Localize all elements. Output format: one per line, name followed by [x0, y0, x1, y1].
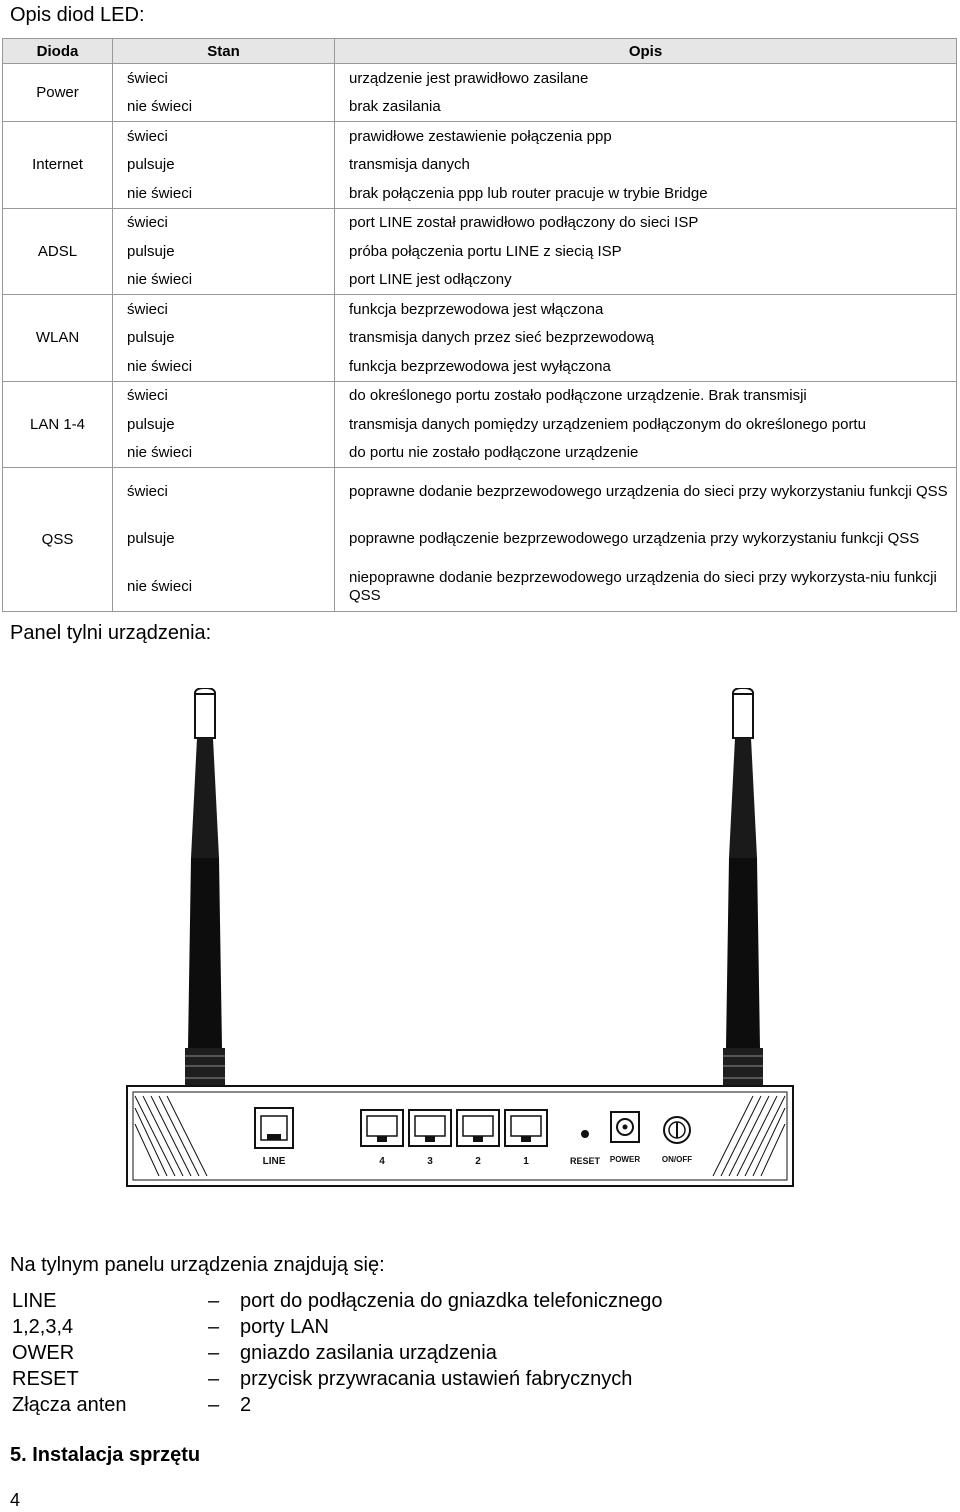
desc-cell: prawidłowe zestawienie połączenia ppp — [335, 122, 957, 151]
desc-cell: funkcja bezprzewodowa jest wyłączona — [335, 352, 957, 381]
state-cell: pulsuje — [113, 410, 335, 439]
desc-cell: niepoprawne dodanie bezprzewodowego urządzenia do sieci przy wykorzysta-niu funkcji QSS — [335, 563, 957, 611]
item-key: RESET — [12, 1368, 79, 1390]
table-row — [3, 352, 957, 381]
desc-cell: port LINE jest odłączony — [335, 266, 957, 295]
state-cell: świeci — [113, 122, 335, 151]
power-switch — [664, 1117, 690, 1143]
table-row — [3, 324, 957, 353]
state-cell: nie świeci — [113, 352, 335, 381]
table-row — [3, 516, 957, 564]
rear-panel-title: Panel tylni urządzenia: — [10, 622, 212, 644]
table-row — [3, 122, 957, 151]
item-dash: – — [208, 1342, 220, 1364]
state-cell: nie świeci — [113, 179, 335, 208]
power-jack — [611, 1112, 639, 1142]
state-cell: nie świeci — [113, 439, 335, 468]
header-opis: Opis — [335, 39, 957, 64]
table-row — [3, 381, 957, 410]
state-cell: świeci — [113, 64, 335, 93]
state-cell: nie świeci — [113, 563, 335, 611]
table-row — [3, 410, 957, 439]
item-key: 1,2,3,4 — [12, 1316, 74, 1338]
state-cell: pulsuje — [113, 237, 335, 266]
state-cell: świeci — [113, 208, 335, 237]
item-key: OWER — [12, 1342, 75, 1364]
reset-button — [581, 1130, 589, 1138]
state-cell: świeci — [113, 381, 335, 410]
led-section-title: Opis diod LED: — [10, 4, 145, 26]
state-cell: pulsuje — [113, 516, 335, 564]
table-row — [3, 439, 957, 468]
led-table — [2, 38, 957, 612]
state-cell: pulsuje — [113, 151, 335, 180]
table-row — [3, 563, 957, 611]
table-row — [3, 295, 957, 324]
item-value: porty LAN — [240, 1316, 329, 1338]
label-port2: 2 — [475, 1156, 481, 1167]
header-stan: Stan — [113, 39, 335, 64]
desc-cell: do określonego portu zostało podłączone urządzenie. Brak transmisji — [335, 381, 957, 410]
label-line: LINE — [262, 1156, 286, 1167]
rear-panel-intro: Na tylnym panelu urządzenia znajdują się: — [10, 1254, 385, 1276]
table-row — [3, 64, 957, 93]
item-dash: – — [208, 1290, 220, 1312]
item-value: port do podłączenia do gniazdka telefonicznego — [240, 1290, 663, 1312]
table-row — [3, 93, 957, 122]
state-cell: nie świeci — [113, 266, 335, 295]
table-row — [3, 151, 957, 180]
label-port3: 3 — [427, 1156, 433, 1167]
label-onoff: ON/OFF — [661, 1155, 693, 1164]
table-row — [3, 208, 957, 237]
desc-cell: brak połączenia ppp lub router pracuje w trybie Bridge — [335, 179, 957, 208]
table-row — [3, 266, 957, 295]
page-number: 4 — [10, 1490, 21, 1510]
desc-cell: brak zasilania — [335, 93, 957, 122]
table-header-row — [3, 39, 957, 64]
desc-cell: próba połączenia portu LINE z siecią ISP — [335, 237, 957, 266]
label-power: POWER — [609, 1155, 641, 1164]
table-row — [3, 179, 957, 208]
table-row — [3, 237, 957, 266]
desc-cell: port LINE został prawidłowo podłączony do sieci ISP — [335, 208, 957, 237]
item-value: 2 — [240, 1394, 252, 1416]
table-row — [3, 468, 957, 516]
item-dash: – — [208, 1394, 220, 1416]
desc-cell: transmisja danych przez sieć bezprzewodową — [335, 324, 957, 353]
item-key: Złącza anten — [12, 1394, 127, 1416]
desc-cell: transmisja danych pomiędzy urządzeniem podłączonym do określonego portu — [335, 410, 957, 439]
label-reset: RESET — [569, 1156, 601, 1166]
item-value: przycisk przywracania ustawień fabrycznych — [240, 1368, 633, 1390]
device-cell: QSS — [3, 468, 113, 612]
device-cell: ADSL — [3, 208, 113, 295]
install-title: 5. Instalacja sprzętu — [10, 1444, 201, 1466]
state-cell: pulsuje — [113, 324, 335, 353]
device-cell: LAN 1-4 — [3, 381, 113, 468]
state-cell: świeci — [113, 468, 335, 516]
item-key: LINE — [12, 1290, 57, 1312]
item-dash: – — [208, 1316, 220, 1338]
item-dash: – — [208, 1368, 220, 1390]
line-port — [255, 1108, 293, 1148]
desc-cell: funkcja bezprzewodowa jest włączona — [335, 295, 957, 324]
device-cell: Internet — [3, 122, 113, 209]
device-cell: WLAN — [3, 295, 113, 382]
desc-cell: urządzenie jest prawidłowo zasilane — [335, 64, 957, 93]
router-rear-panel-image — [115, 688, 805, 1198]
label-port4: 4 — [379, 1156, 385, 1167]
header-dioda: Dioda — [3, 39, 113, 64]
state-cell: nie świeci — [113, 93, 335, 122]
state-cell: świeci — [113, 295, 335, 324]
device-cell: Power — [3, 64, 113, 122]
item-value: gniazdo zasilania urządzenia — [240, 1342, 497, 1364]
desc-cell: do portu nie zostało podłączone urządzenie — [335, 439, 957, 468]
desc-cell: transmisja danych — [335, 151, 957, 180]
desc-cell: poprawne podłączenie bezprzewodowego urządzenia przy wykorzystaniu funkcji QSS — [335, 516, 957, 564]
label-port1: 1 — [523, 1156, 529, 1167]
desc-cell: poprawne dodanie bezprzewodowego urządzenia do sieci przy wykorzystaniu funkcji QSS — [335, 468, 957, 516]
